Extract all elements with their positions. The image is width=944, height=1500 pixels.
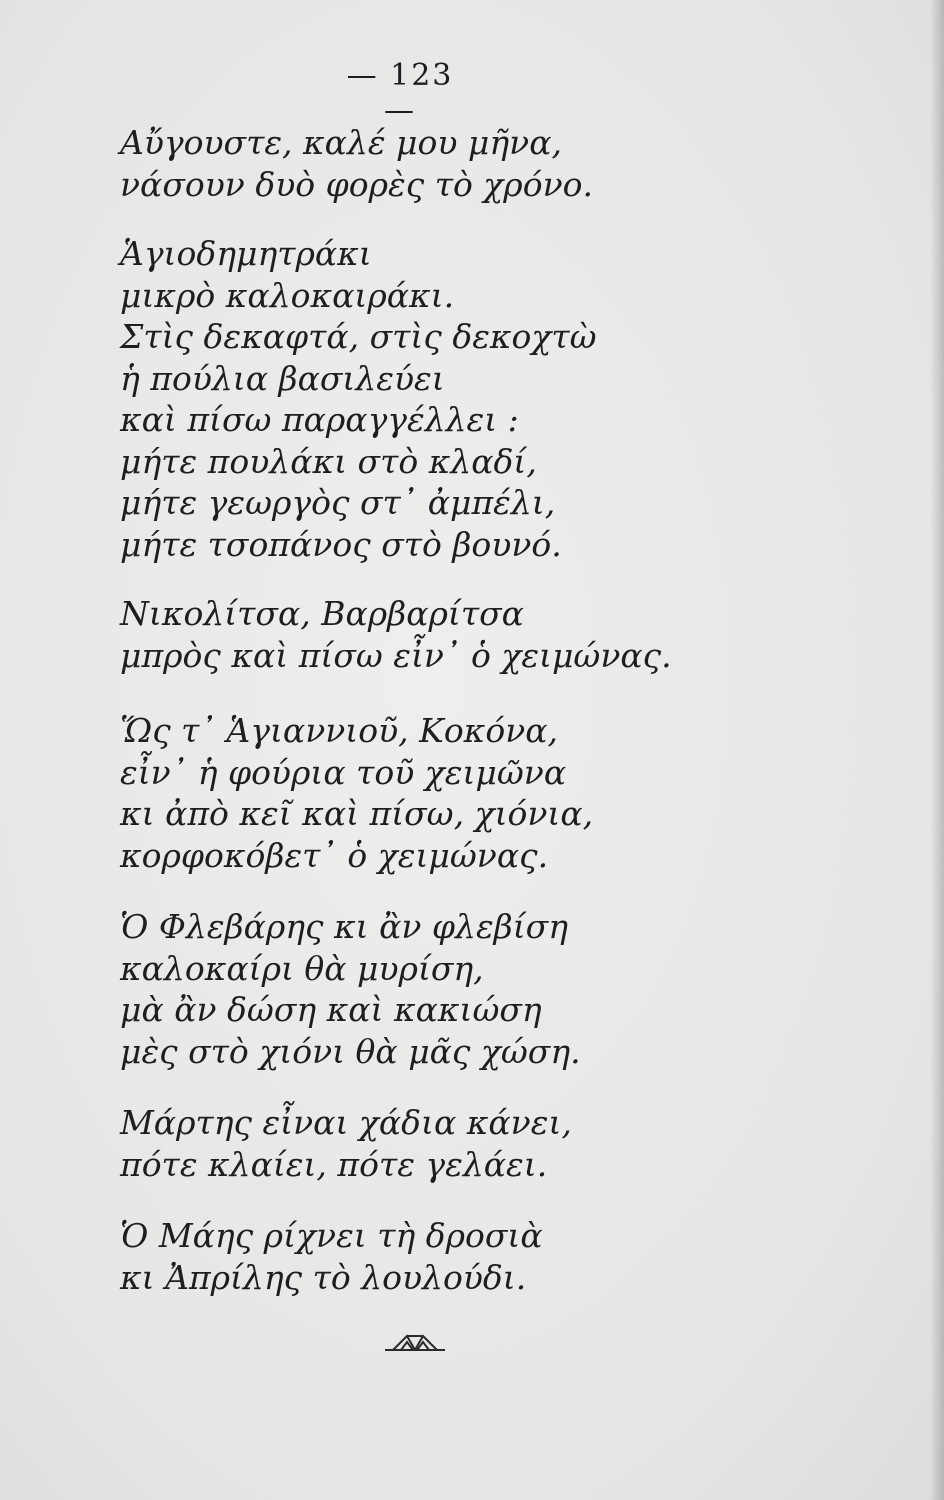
verse-line: ἡ πούλια βασιλεύει <box>120 358 445 398</box>
verse-line: μικρὸ καλοκαιράκι. <box>120 275 455 315</box>
verse-line: καὶ πίσω παραγγέλλει : <box>120 400 519 439</box>
verse-line: μήτε γεωργὸς στ᾽ ἀμπέλι, <box>120 483 556 522</box>
verse-line: μὲς στὸ χιόνι θὰ μᾶς χώση. <box>120 1031 581 1071</box>
stanza <box>120 1215 920 1298</box>
verse-line: μήτε πουλάκι στὸ κλαδί, <box>120 441 537 481</box>
stanza <box>120 593 920 676</box>
stanza <box>120 1102 920 1185</box>
verse-line: Νικολίτσα, Βαρβαρίτσα <box>120 594 524 633</box>
verse-line: νάσουν δυὸ φορὲς τὸ χρόνο. <box>120 164 593 204</box>
verse-line: Ὁ Μάης ρίχνει τὴ δροσιὰ <box>120 1216 543 1255</box>
page-number: — 123 — <box>346 58 454 128</box>
verse-line: πότε κλαίει, πότε γελάει. <box>120 1144 548 1184</box>
stanza <box>120 906 920 1072</box>
verse-line: Ὁ Φλεβάρης κι ἂν φλεβίση <box>120 907 568 946</box>
verse-line: κι Ἀπρίλης τὸ λουλούδι. <box>120 1257 527 1297</box>
verse-line: Στὶς δεκαφτά, στὶς δεκοχτὼ <box>120 317 597 356</box>
verse-line: μὰ ἂν δώση καὶ κακιώση <box>120 990 542 1029</box>
printers-ornament-icon <box>383 1332 447 1354</box>
verse-line: κορφοκόβετ᾽ ὁ χειμώνας. <box>120 835 549 875</box>
verse-line: καλοκαίρι θὰ μυρίση, <box>120 948 484 988</box>
verse-line: μπρὸς καὶ πίσω εἶν᾽ ὁ χειμώνας. <box>120 635 672 675</box>
stanza <box>120 710 920 876</box>
verse-line: κι ἀπὸ κεῖ καὶ πίσω, χιόνια, <box>120 794 594 833</box>
verse-line: εἶν᾽ ἡ φούρια τοῦ χειμῶνα <box>120 752 567 792</box>
stanza <box>120 122 920 205</box>
verse-line: μήτε τσοπάνος στὸ βουνό. <box>120 524 562 564</box>
page-edge-shadow <box>930 0 944 1500</box>
verse-line: Αὔγουστε, καλέ μου μῆνα, <box>120 123 562 162</box>
stanza <box>120 233 920 565</box>
verse-line: Ὥς τ᾽ Ἁγιαννιοῦ, Κοκόνα, <box>120 711 559 750</box>
verse-line: Μάρτης εἶναι χάδια κάνει, <box>120 1103 572 1142</box>
verse-line: Ἁγιοδημητράκι <box>120 234 372 273</box>
poem-text <box>120 122 920 1298</box>
